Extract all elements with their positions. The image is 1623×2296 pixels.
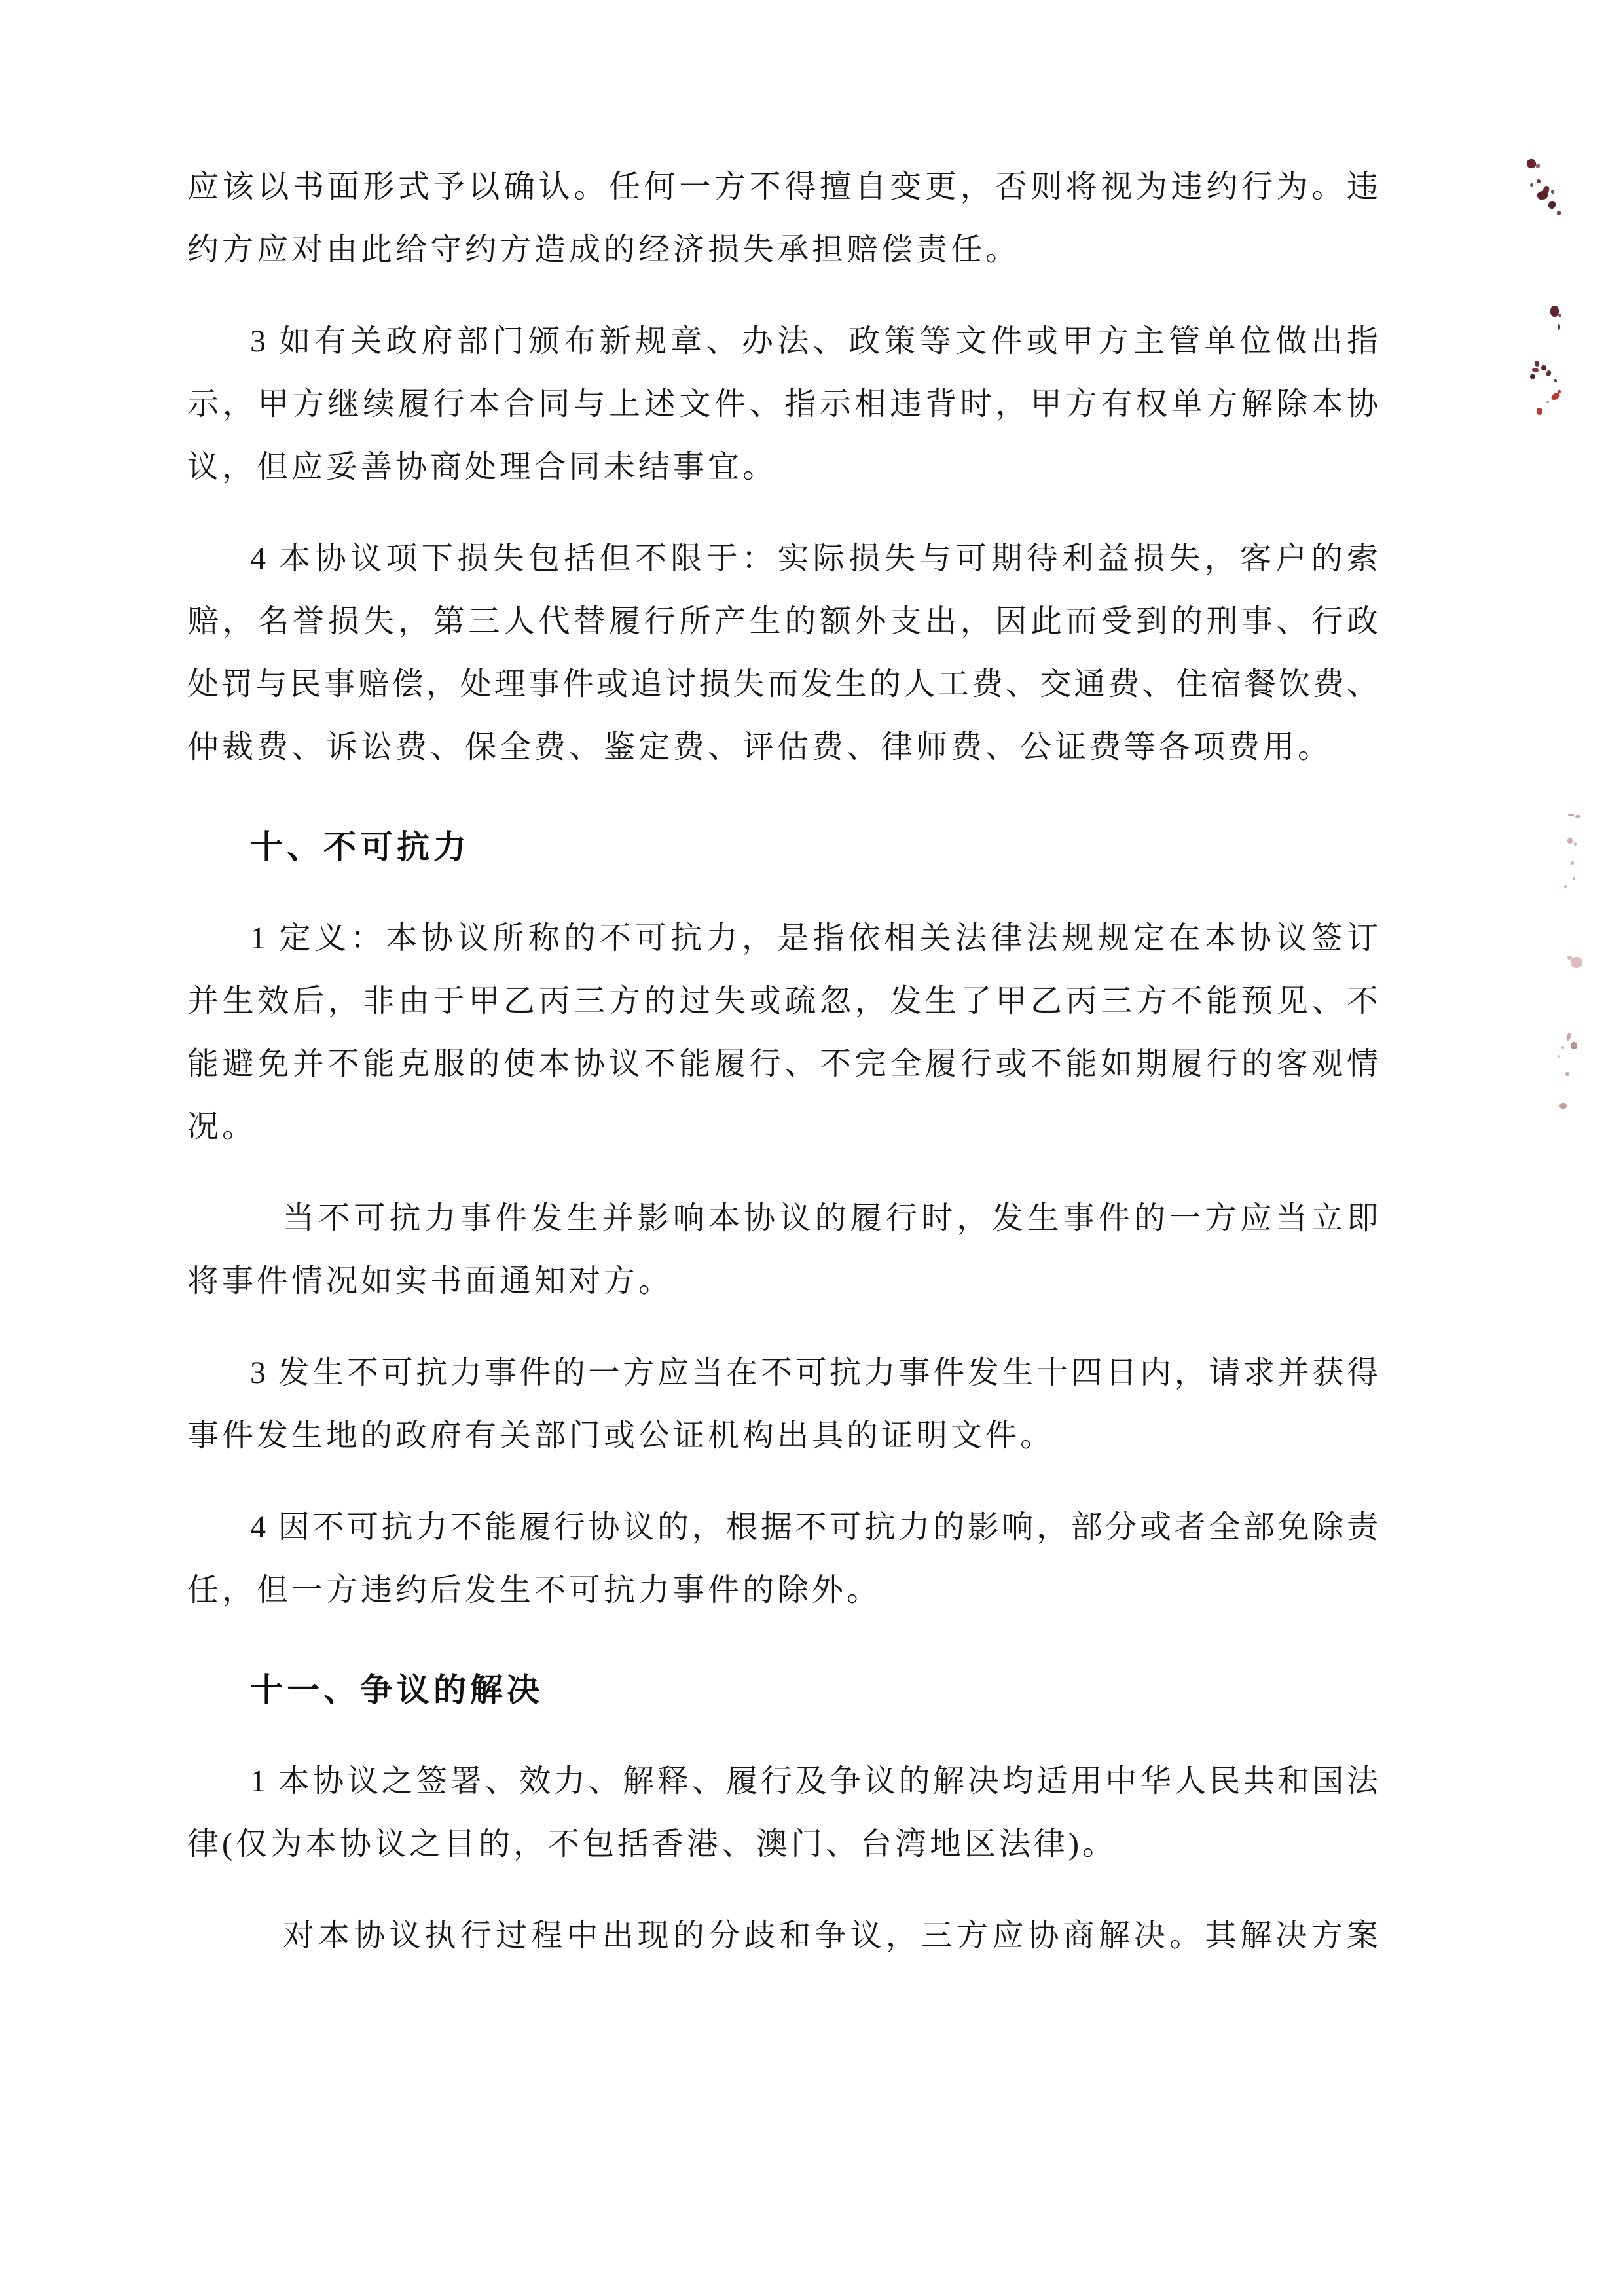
paragraph bbox=[187, 1905, 1379, 1967]
paragraph bbox=[187, 1342, 1379, 1467]
ink-speck bbox=[1564, 885, 1567, 888]
ink-speck bbox=[1573, 877, 1575, 880]
ink-speck bbox=[1537, 179, 1541, 183]
ink-speck bbox=[1565, 1072, 1569, 1076]
ink-speck bbox=[1568, 814, 1574, 816]
text-line: 处罚与民事赔偿，处理事件或追讨损失而发生的人工费、交通费、住宿餐饮费、 bbox=[187, 667, 1379, 702]
ink-speck bbox=[1530, 183, 1533, 187]
text-line: 议，但应妥善协商处理合同未结事宜。 bbox=[187, 450, 778, 484]
text-line: 对本协议执行过程中出现的分歧和争议，三方应协商解决。其解决方案 bbox=[283, 1918, 1379, 1953]
text-line: 4 因不可抗力不能履行协议的，根据不可抗力的影响，部分或者全部免除责 bbox=[250, 1510, 1379, 1545]
ink-speck bbox=[1557, 211, 1561, 215]
paragraph bbox=[187, 1496, 1379, 1622]
text-line: 示，甲方继续履行本合同与上述文件、指示相违背时，甲方有权单方解除本协 bbox=[187, 387, 1379, 422]
ink-speck bbox=[1558, 314, 1561, 317]
ink-speck bbox=[1530, 374, 1535, 379]
paragraph bbox=[187, 156, 1379, 281]
ink-speck bbox=[1571, 861, 1574, 865]
ink-speck bbox=[1541, 365, 1546, 370]
ink-speck bbox=[1558, 1055, 1560, 1058]
ink-speck bbox=[1567, 838, 1573, 844]
ink-speck bbox=[1571, 957, 1582, 968]
text-line: 律(仅为本协议之目的，不包括香港、澳门、台湾地区法律)。 bbox=[187, 1827, 1117, 1861]
text-line: 能避免并不能克服的使本协议不能履行、不完全履行或不能如期履行的客观情 bbox=[187, 1047, 1379, 1081]
paragraph bbox=[187, 1750, 1379, 1876]
ink-speck bbox=[1558, 390, 1561, 393]
section-heading-dispute-resolution: 十一、争议的解决 bbox=[250, 1672, 543, 1708]
text-line: 4 本协议项下损失包括但不限于：实际损失与可期待利益损失，客户的索 bbox=[250, 541, 1379, 576]
paragraph bbox=[187, 310, 1379, 499]
text-line: 约方应对由此给守约方造成的经济损失承担赔偿责任。 bbox=[187, 232, 1021, 267]
text-line: 3 如有关政府部门颁布新规章、办法、政策等文件或甲方主管单位做出指 bbox=[250, 324, 1379, 359]
text-line: 3 发生不可抗力事件的一方应当在不可抗力事件发生十四日内，请求并获得 bbox=[250, 1355, 1379, 1390]
paragraph bbox=[187, 1187, 1379, 1313]
text-line: 况。 bbox=[187, 1109, 257, 1144]
paragraph bbox=[187, 528, 1379, 779]
text-line: 将事件情况如实书面通知对方。 bbox=[187, 1264, 674, 1299]
ink-speck bbox=[1558, 324, 1560, 330]
text-line: 任，但一方违约后发生不可抗力事件的除外。 bbox=[187, 1573, 882, 1607]
text-line: 并生效后，非由于甲乙丙三方的过失或疏忽，发生了甲乙丙三方不能预见、不 bbox=[187, 984, 1379, 1018]
ink-speck bbox=[1574, 842, 1577, 846]
text-line: 1 本协议之签署、效力、解释、履行及争议的解决均适用中华人民共和国法 bbox=[250, 1764, 1379, 1799]
paragraph bbox=[187, 907, 1379, 1158]
text-line: 当不可抗力事件发生并影响本协议的履行时，发生事件的一方应当立即 bbox=[283, 1201, 1379, 1236]
text-line: 事件发生地的政府有关部门或公证机构出具的证明文件。 bbox=[187, 1418, 1055, 1453]
text-line: 仲裁费、诉讼费、保全费、鉴定费、评估费、律师费、公证费等各项费用。 bbox=[187, 730, 1333, 764]
text-line: 1 定义：本协议所称的不可抗力，是指依相关法律法规规定在本协议签订 bbox=[250, 921, 1379, 956]
ink-speck bbox=[1559, 1103, 1567, 1109]
ink-speck bbox=[1561, 1046, 1564, 1049]
ink-speck bbox=[1554, 379, 1557, 382]
text-line: 应该以书面形式予以确认。任何一方不得擅自变更，否则将视为违约行为。违 bbox=[187, 170, 1379, 204]
section-heading-force-majeure: 十、不可抗力 bbox=[250, 829, 470, 865]
text-line: 赔，名誉损失，第三人代替履行所产生的额外支出，因此而受到的刑事、行政 bbox=[187, 604, 1379, 639]
ink-speck bbox=[1546, 401, 1549, 403]
ink-speck bbox=[1551, 190, 1554, 194]
ink-speck bbox=[1575, 815, 1580, 818]
